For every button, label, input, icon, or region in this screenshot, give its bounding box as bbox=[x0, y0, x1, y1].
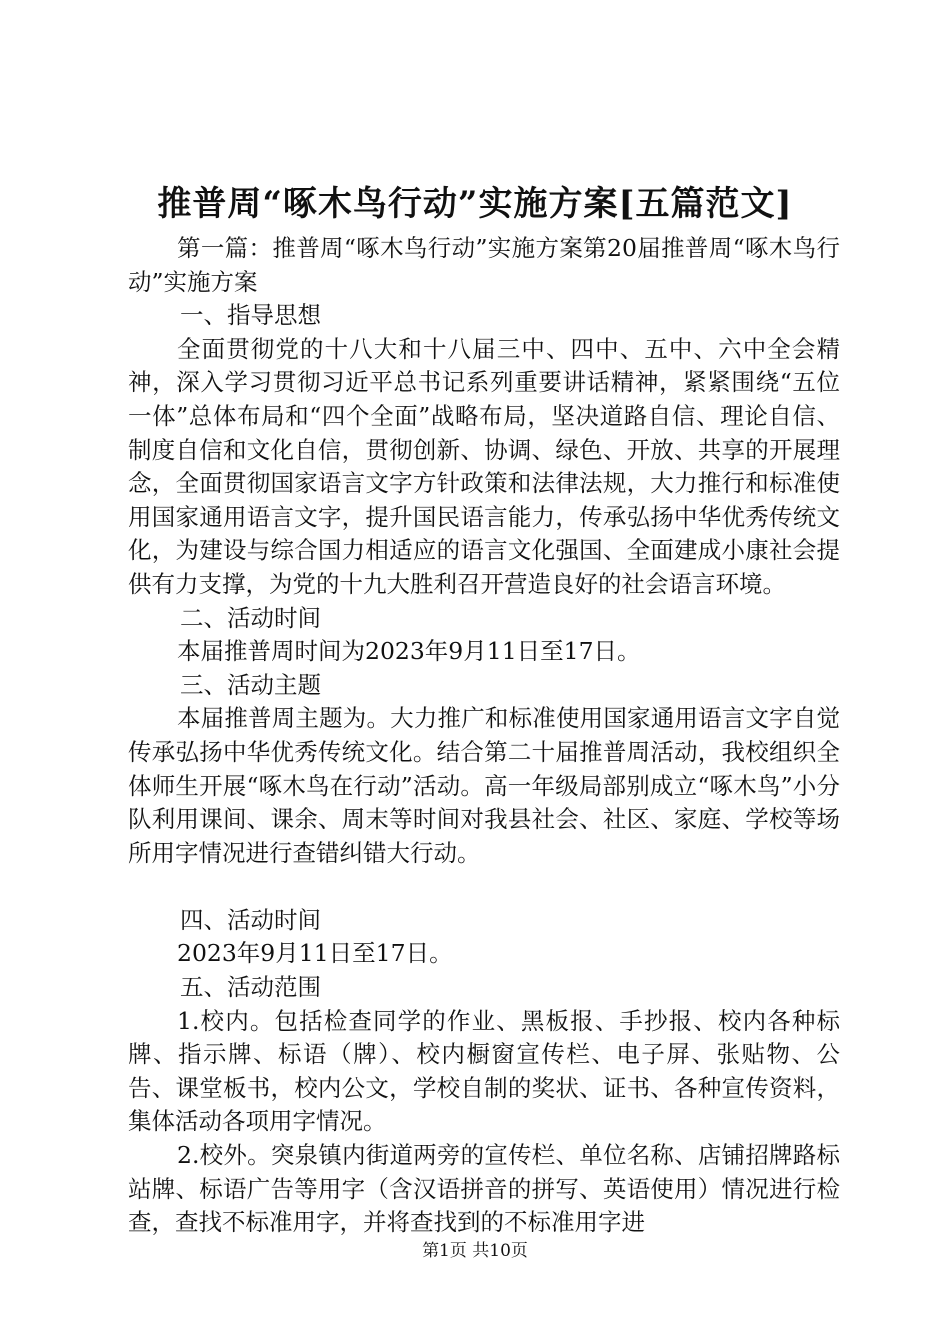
document-title: 推普周“啄木鸟行动”实施方案[五篇范文] bbox=[157, 184, 793, 224]
paragraph-activity-time: 本届推普周时间为2023年9月11日至17日。 bbox=[177, 637, 641, 666]
heading-activity-time-2: 四、活动时间 bbox=[180, 905, 321, 934]
heading-activity-scope: 五、活动范围 bbox=[180, 973, 321, 1002]
blank-line bbox=[128, 870, 840, 904]
document-body bbox=[128, 232, 840, 1240]
heading-activity-time: 二、活动时间 bbox=[180, 603, 321, 632]
heading-guiding-ideology: 一、指导思想 bbox=[180, 301, 321, 330]
paragraph-activity-time-2: 2023年9月11日至17日。 bbox=[177, 939, 453, 968]
paragraph-activity-theme: 本届推普周主题为。大力推广和标准使用国家通用语言文字自觉传承弘扬中华优秀传统文化。结合第二十届推普周活动，我校组织全体师生开展“啄木鸟在行动”活动。高一年级局部别成立“啄木鸟”小分队利用课间、课余、周末等时间对我县社会、社区、家庭、学校等场所用字情况进行查错纠错大行动。 bbox=[128, 704, 840, 867]
heading-activity-theme: 三、活动主题 bbox=[180, 670, 321, 699]
page-number: 第1页 共10页 bbox=[422, 1241, 528, 1261]
paragraph-guiding-ideology: 全面贯彻党的十八大和十八届三中、四中、五中、六中全会精神，深入学习贯彻习近平总书记系列重要讲话精神，紧紧围绕“五位一体”总体布局和“四个全面”战略布局，坚决道路自信、理论自信、制度自信和文化自信，贯彻创新、协调、绿色、开放、共享的开展理念，全面贯彻国家语言文字方针政策和法律法规，大力推行和标准使用国家通用语言文字，提升国民语言能力，传承弘扬中华优秀传统文化，为建设与综合国力相适应的语言文化强国、全面建成小康社会提供有力支撑，为党的十九大胜利召开营造良好的社会语言环境。 bbox=[128, 334, 840, 598]
paragraph-scope-campus: 1.校内。包括检查同学的作业、黑板报、手抄报、校内各种标牌、指示牌、标语（牌）、校内橱窗宣传栏、电子屏、张贴物、公告、课堂板书，校内公文，学校自制的奖状、证书、各种宣传资料，集体活动各项用字情况。 bbox=[128, 1006, 840, 1136]
paragraph-scope-off-campus: 2.校外。突泉镇内街道两旁的宣传栏、单位名称、店铺招牌路标站牌、标语广告等用字（含汉语拼音的拼写、英语使用）情况进行检查，查找不标准用字，并将查找到的不标准用字进 bbox=[128, 1141, 840, 1237]
paragraph-intro: 第一篇：推普周“啄木鸟行动”实施方案第20届推普周“啄木鸟行动”实施方案 bbox=[128, 234, 840, 296]
